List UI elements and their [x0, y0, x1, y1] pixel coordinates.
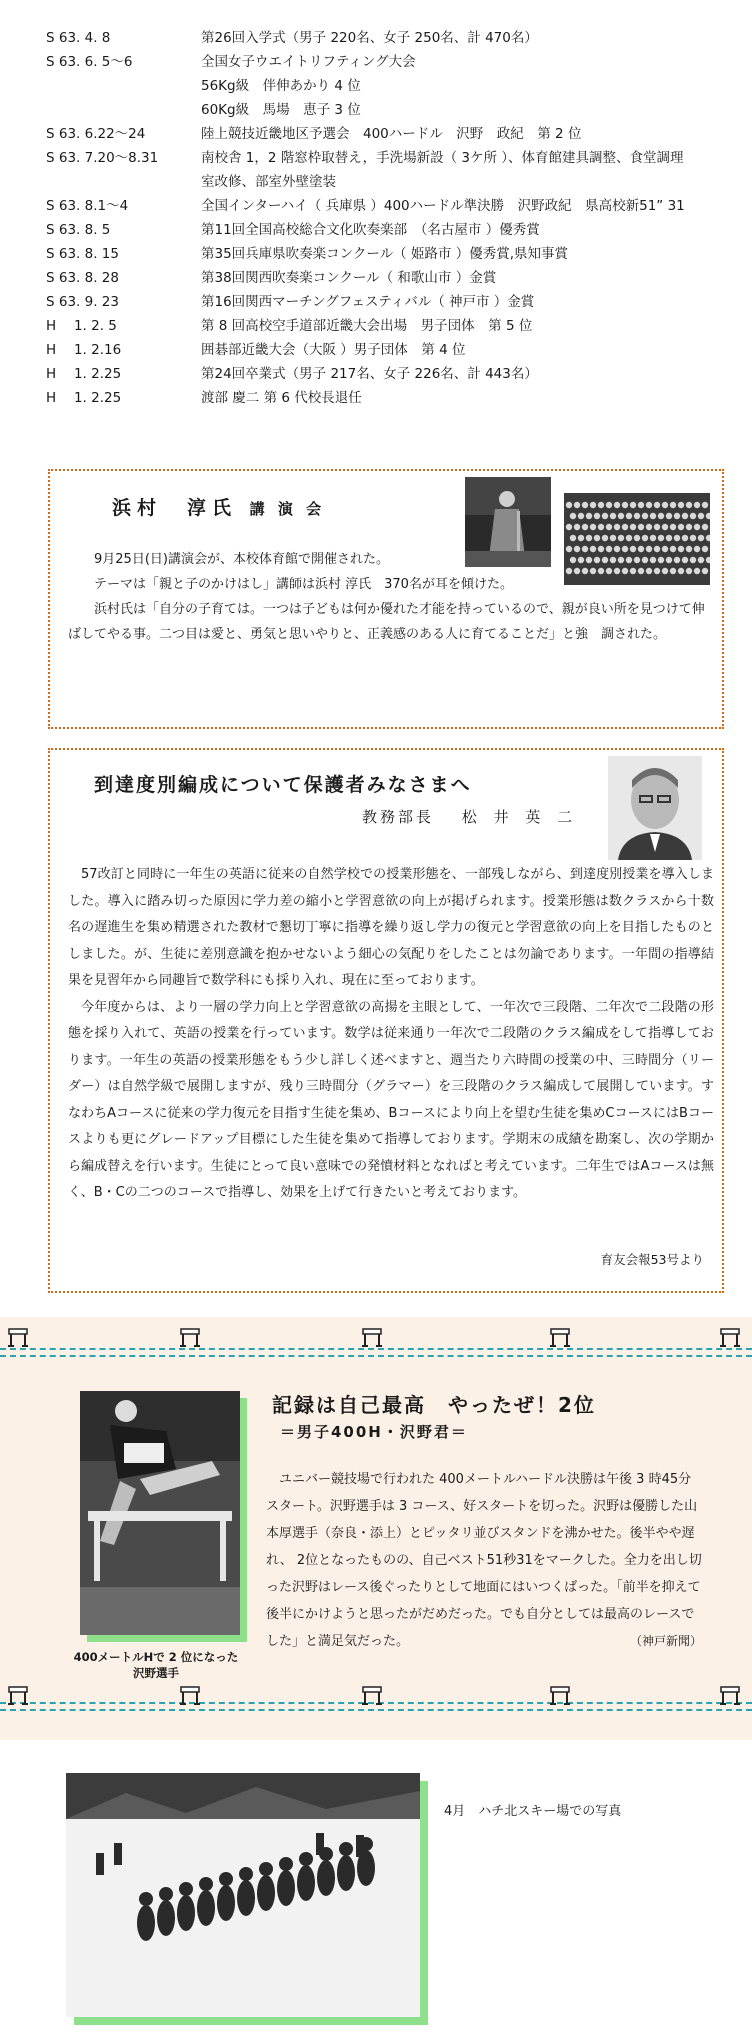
hurdle-icon	[549, 1326, 571, 1348]
author-name: 松 井 英 二	[461, 808, 579, 826]
race-paragraph: ユニバー競技場で行われた 400メートルハードル決勝は午後 3 時45分スタート。沢野選手は 3 コース、好スタートを切った。沢野は優勝した山本厚選手（奈良・添上）とピッタリ並びスタンドを沸かせた。後半やや遅れ、 2位となったものの、自己ベスト51秒31をマークした。全力を出し切った沢野はレース後ぐったりとして地面にはいつくばった。「前半を抑えて後半にかけようと思ったがだめだった。でも自分としては最高のレースでした」と満足気だった。	[266, 1472, 702, 1649]
timeline-date: S 63. 4. 8	[46, 30, 111, 46]
timeline-event: 囲碁部近畿大会（大阪 ）男子団体 第 4 位	[201, 342, 466, 358]
hurdle-icon	[719, 1684, 741, 1706]
timeline-row	[46, 50, 736, 74]
timeline-event: 全国インターハイ（ 兵庫県 ）400ハードル準決勝 沢野政紀 県高校新51” 31	[201, 198, 685, 214]
ski-photo-caption: 4月 ハチ北スキー場での写真	[444, 1804, 622, 1819]
timeline-event-continued: 56Kg級 伴伸あかり 4 位	[201, 78, 361, 94]
timeline-row	[46, 386, 736, 410]
dashed-divider	[0, 1348, 752, 1350]
article-body	[68, 862, 714, 1207]
timeline-event: 南校舎 1，2 階窓枠取替え，手洗場新設（ 3ケ所 ）、体育館建具調整、食堂調理	[201, 150, 684, 166]
timeline-date: S 63. 6.22〜24	[46, 126, 146, 142]
timeline-event: 第 8 回高校空手道部近畿大会出場 男子団体 第 5 位	[201, 318, 533, 334]
hurdle-icon	[719, 1326, 741, 1348]
timeline-date: S 63. 7.20〜8.31	[46, 150, 159, 166]
race-caption-line: 沢野選手	[133, 1666, 179, 1680]
lecture-title-suffix: 講 演 会	[249, 500, 326, 518]
lecture-speaker-name: 浜村 淳氏	[112, 497, 238, 519]
author-role: 教務部長	[362, 808, 435, 826]
event-timeline	[46, 26, 736, 410]
hurdle-icon	[179, 1326, 201, 1348]
timeline-date: H 1. 2.25	[46, 390, 122, 406]
article-box	[48, 748, 724, 1293]
timeline-row	[46, 218, 736, 242]
race-subheadline: ＝男子400H・沢野君＝	[280, 1423, 468, 1441]
hurdle-icon	[549, 1684, 571, 1706]
timeline-date: S 63. 6. 5〜6	[46, 54, 133, 70]
hurdle-icon	[7, 1684, 29, 1706]
timeline-date: H 1. 2. 5	[46, 318, 117, 334]
lecture-title	[112, 493, 325, 520]
hurdle-icon	[7, 1326, 29, 1348]
timeline-event: 第38回関西吹奏楽コンクール（ 和歌山市 ）金賞	[201, 270, 497, 286]
author-portrait	[608, 756, 702, 860]
timeline-date: S 63. 9. 23	[46, 294, 119, 310]
timeline-row	[46, 338, 736, 362]
ski-trip-photo	[66, 1773, 420, 2017]
timeline-date: S 63. 8. 5	[46, 222, 111, 238]
timeline-event: 陸上競技近畿地区予選会 400ハードル 沢野 政紀 第 2 位	[201, 126, 582, 142]
race-photo-caption	[36, 1649, 276, 1681]
timeline-row	[46, 146, 736, 170]
timeline-event: 第35回兵庫県吹奏楽コンクール（ 姫路市 ）優秀賞,県知事賞	[201, 246, 569, 262]
lecture-paragraph: テーマは「親と子のかけはし」講師は浜村 淳氏 370名が耳を傾けた。	[94, 577, 513, 592]
timeline-date: S 63. 8. 28	[46, 270, 119, 286]
hurdle-icon	[361, 1326, 383, 1348]
timeline-row	[46, 290, 736, 314]
lecture-body	[68, 547, 710, 647]
timeline-date: H 1. 2.25	[46, 366, 122, 382]
dashed-divider	[0, 1709, 752, 1711]
timeline-row	[46, 242, 736, 266]
timeline-event: 渡部 慶二 第 6 代校長退任	[201, 390, 362, 406]
timeline-event: 第26回入学式（男子 220名、女子 250名、計 470名）	[201, 30, 538, 46]
timeline-row	[46, 314, 736, 338]
timeline-row	[46, 266, 736, 290]
article-paragraph: 57改訂と同時に一年生の英語に従来の自然学校での授業形態を、一部残しながら、到達度別授業を導入しました。導入に踏み切った原因に学力差の縮小と学習意欲の向上が掲げられます。授業形態は数クラスから十数名の遅進生を集め精選された教材で懇切丁寧に指導を繰り返し学力の復元と学習意欲の向上を目指したものとしました。が、生徒に差別意識を抱かせないよう細心の気配りをしたことは勿論であります。一年間の指導結果を見習年から同趣旨で数学科にも採り入れ、現在に至っております。	[68, 867, 714, 988]
timeline-event: 第11回全国高校総合文化吹奏楽部 （名古屋市 ）優秀賞	[201, 222, 540, 238]
timeline-event-continued: 室改修、部室外壁塗装	[201, 174, 336, 190]
article-author	[362, 806, 578, 827]
timeline-event-continued: 60Kg級 馬場 恵子 3 位	[201, 102, 361, 118]
hurdle-icon	[361, 1684, 383, 1706]
lecture-box	[48, 469, 724, 729]
dashed-divider	[0, 1355, 752, 1357]
race-caption-line: 400メートルHで 2 位になった	[73, 1650, 239, 1664]
article-paragraph: 今年度からは、より一層の学力向上と学習意欲の高揚を主眼として、一年次で三段階、二年次で二段階の形態を採り入れて、英語の授業を行っています。数学は従来通り一年次で二段階のクラス編成をして指導しております。一年生の英語の授業形態をもう少し詳しく述べますと、週当たり六時間の授業の中、三時間分（リーダー）は自然学級で展開しますが、残り三時間分（グラマー）を三段階のクラス編成して展開しています。すなわちAコースに従来の学力復元を目指す生徒を集め、Bコースにより向上を望む生徒を集めCコースにはBコースよりも更にグレードアップ目標にした生徒を集めて指導しております。学期末の成績を勘案し、次の学期から編成替えを行います。生徒にとって良い意味での発憤材料となればと考えています。二年生ではAコースは無く、B・Cの二つのコースで指導し、効果を上げて行きたいと考えております。	[68, 999, 714, 1200]
race-source: （神戸新聞）	[629, 1634, 702, 1648]
race-headline: 記録は自己最高 やったぜ！2位	[272, 1393, 596, 1417]
race-article-body	[266, 1466, 702, 1655]
lecture-paragraph: 浜村氏は「自分の子育ては。一つは子どもは何か優れた才能を持っているので、親が良い所を見つけて伸ばしてやる事。二つ目は愛と、勇気と思いやりと、正義感のある人に育てることだ」と強 調された。	[68, 602, 705, 642]
article-title: 到達度別編成について保護者みなさまへ	[94, 774, 472, 796]
timeline-event: 第16回関西マーチングフェスティバル（ 神戸市 ）金賞	[201, 294, 535, 310]
timeline-event: 全国女子ウエイトリフティング大会	[201, 54, 416, 70]
timeline-row	[46, 194, 736, 218]
timeline-row	[46, 26, 736, 50]
hurdle-icon	[179, 1684, 201, 1706]
timeline-date: S 63. 8.1〜4	[46, 198, 129, 214]
timeline-date: S 63. 8. 15	[46, 246, 119, 262]
timeline-event: 第24回卒業式（男子 217名、女子 226名、計 443名）	[201, 366, 538, 382]
timeline-date: H 1. 2.16	[46, 342, 122, 358]
lecture-paragraph: 9月25日(日)講演会が、本校体育館で開催された。	[94, 552, 389, 567]
timeline-row	[46, 122, 736, 146]
timeline-row	[46, 362, 736, 386]
hurdle-race-photo	[80, 1391, 240, 1635]
article-source: 育友会報53号より	[600, 1252, 704, 1267]
